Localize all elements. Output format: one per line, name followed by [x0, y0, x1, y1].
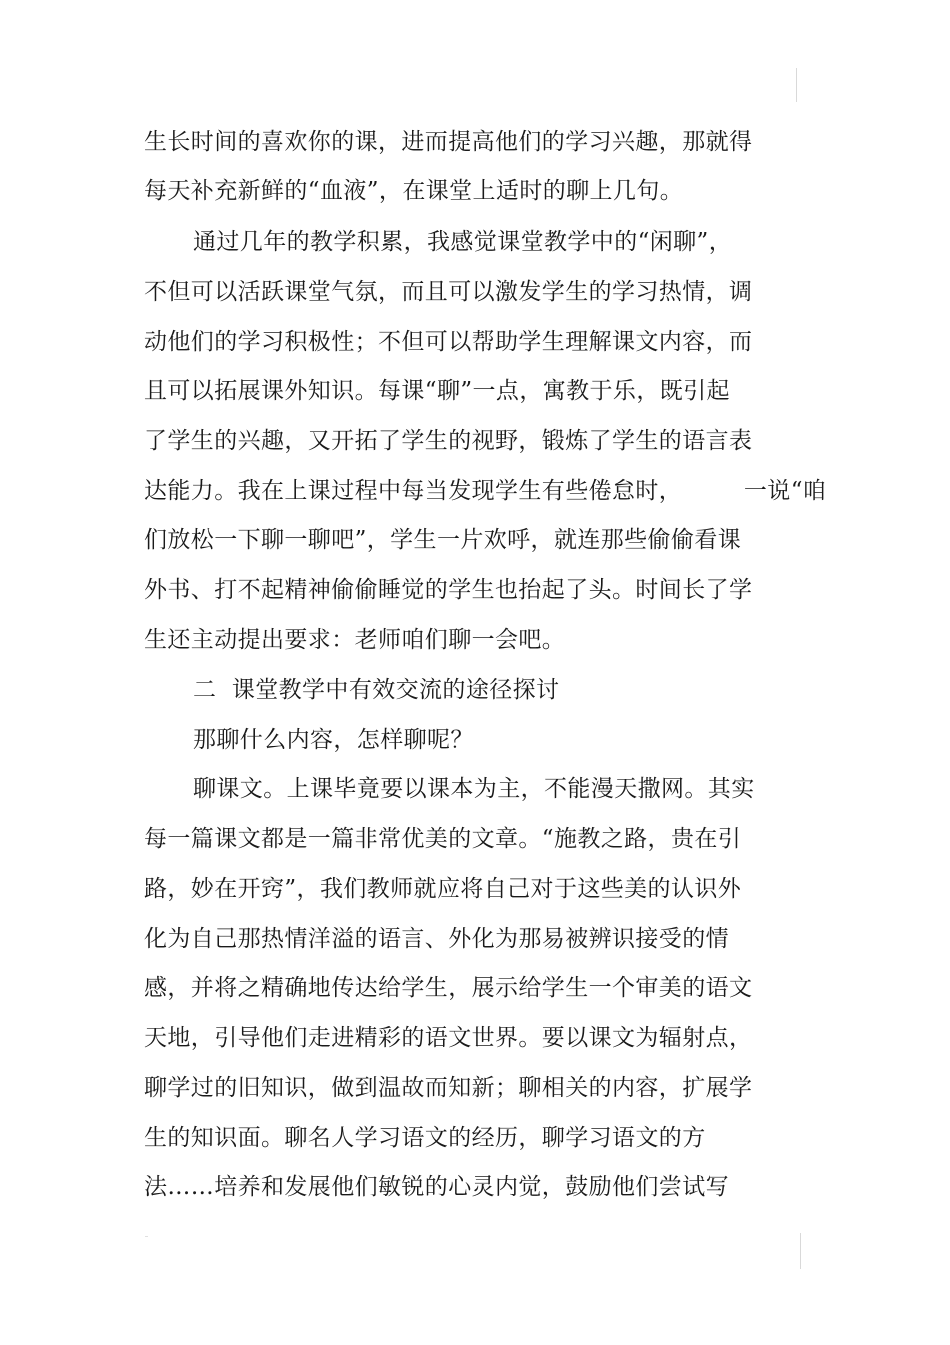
text-line: 生长时间的喜欢你的课，进而提高他们的学习兴趣，那就得: [144, 129, 753, 155]
text-line: 生还主动提出要求：老师咱们聊一会吧。: [144, 627, 566, 653]
text-line: 化为自己那热情洋溢的语言、外化为那易被辨识接受的情: [144, 926, 729, 952]
paragraph-start-line: 聊课文。上课毕竟要以课本为主，不能漫天撒网。其实: [193, 776, 755, 802]
text-line: 且可以拓展课外知识。每课“聊”一点，寓教于乐，既引起: [144, 378, 730, 404]
text-line: 法……培养和发展他们敏锐的心灵内觉，鼓励他们尝试写: [144, 1174, 729, 1200]
text-line: 达能力。我在上课过程中每当发现学生有些倦怠时， 一说“咱: [144, 478, 827, 504]
text-line: 不但可以活跃课堂气氛，而且可以激发学生的学习热情，调: [144, 279, 753, 305]
text-line: 每一篇课文都是一篇非常优美的文章。“施教之路，贵在引: [144, 826, 742, 852]
text-line: 了学生的兴趣，又开拓了学生的视野，锻炼了学生的语言表: [144, 428, 753, 454]
text-line: 聊学过的旧知识，做到温故而知新；聊相关的内容，扩展学: [144, 1075, 753, 1101]
paragraph-start-line: 那聊什么内容，怎样聊呢？: [193, 727, 474, 753]
paragraph-start-line: 通过几年的教学积累，我感觉课堂教学中的“闲聊”，: [193, 229, 733, 255]
text-line: 生的知识面。聊名人学习语文的经历，聊学习语文的方: [144, 1125, 706, 1151]
page-corner-dot: [145, 1236, 148, 1237]
text-line: 感，并将之精确地传达给学生，展示给学生一个审美的语文: [144, 975, 753, 1001]
text-line: 们放松一下聊一聊吧”，学生一片欢呼，就连那些偷偷看课: [144, 527, 742, 553]
section-heading: 二 课堂教学中有效交流的途径探讨: [193, 677, 560, 703]
text-line: 外书、打不起精神偷偷睡觉的学生也抬起了头。时间长了学: [144, 577, 753, 603]
text-line: 动他们的学习积极性；不但可以帮助学生理解课文内容，而: [144, 329, 753, 355]
text-line: 天地，引导他们走进精彩的语文世界。要以课文为辐射点，: [144, 1025, 753, 1051]
page-edge-mark-bottom: [800, 1233, 801, 1269]
text-line: 每天补充新鲜的“血液”，在课堂上适时的聊上几句。: [144, 178, 684, 204]
page-edge-mark-top: [796, 68, 797, 102]
text-line: 路，妙在开窍”，我们教师就应将自己对于这些美的认识外: [144, 876, 742, 902]
